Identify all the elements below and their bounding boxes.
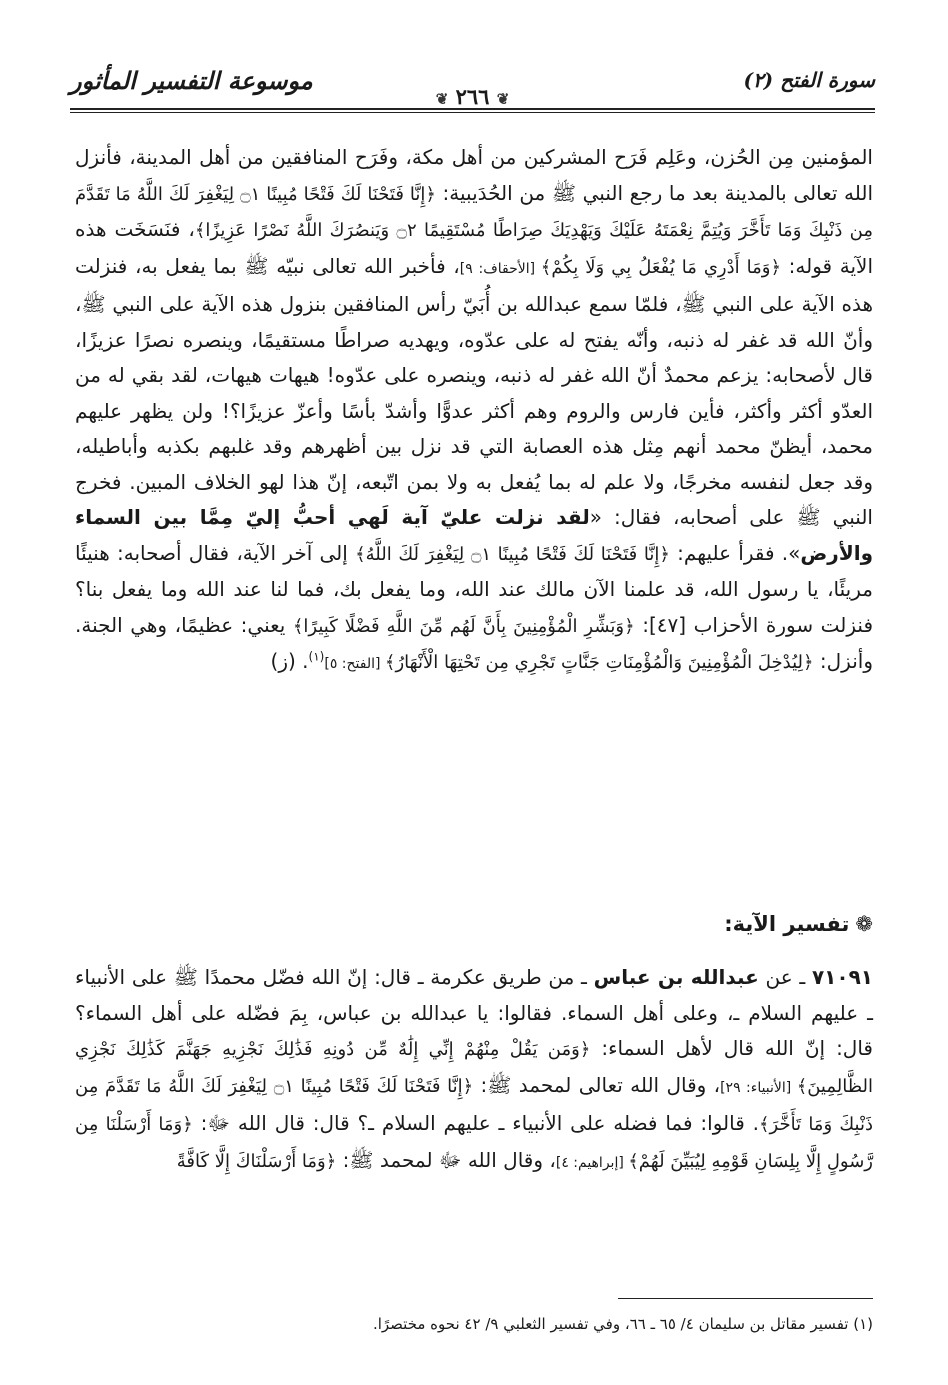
narration-text-block bbox=[75, 960, 873, 1181]
ornament-right-icon: ❦ bbox=[496, 90, 510, 108]
verse-reference: [الأحقاف: ٩] bbox=[459, 260, 541, 277]
paragraph-2 bbox=[75, 960, 873, 1181]
quran-quote: ﴿وَبَشِّرِ الْمُؤْمِنِينَ بِأَنَّ لَهُم مِّنَ اللَّهِ فَضْلًا كَبِيرًا﴾ bbox=[292, 615, 635, 637]
text-run: ، فأخبر الله تعالى نبيّه ﷺ بما يفعل به، فنزلت هذه الآية على النبي ﷺ، فلمّا سمع عبدالله بن أُبَيّ رأس المنافقين بنزول هذه الآية على النبي ﷺ، وأنّ الله قد غفر له ذنبه، وأنّه يفتح له على عدّوه، ويهديه صراطًا مستقيمًا، وينصره نصرًا عزيزًا، قال لأصحابه: يزعم محمدٌ أنّ الله غفر له ذنبه، وينصره على عدّوه! هيهات هيهات، لقد بقي له من العدّو أكثر وأكثر، فأين فارس والروم وهم أكثر عدوًّا وأشدّ بأسًا وأعزّ عزيزًا؟! ولن يظهر عليهم محمد، أيظنّ محمد أنهم مِثل هذه العصابة التي قد نزل بين أظهرهم وقد غلبهم بكذبه وأباطيله، وقد جعل لنفسه مخرجًا، ولا علم له بما يُفعل به ولا بمن اتّبعه، إنّ هذا لهو الخلاف المبين. فخرج النبي ﷺ على أصحابه، فقال: « bbox=[75, 253, 873, 529]
verse-reference: [الأنبياء: ٢٩] bbox=[720, 1079, 797, 1096]
quran-quote: ﴿وَمَا أَرْسَلْنَاكَ إِلَّا كَافَّةً bbox=[176, 1150, 337, 1172]
paragraph-1 bbox=[75, 140, 873, 683]
text-run: يعني: عظيمًا، وهي الجنة. وأنزل: bbox=[75, 612, 873, 673]
quran-quote: ﴿وَمَا أَرْسَلْنَا مِن رَّسُولٍ إِلَّا بِلِسَانِ قَوْمِهِ لِيُبَيِّنَ لَهُمْ﴾ bbox=[75, 1114, 873, 1172]
text-run: ، وقال الله ﷻ لمحمد ﷺ: bbox=[336, 1147, 556, 1172]
section-heading-text: تفسير الآية: bbox=[724, 912, 850, 936]
text-run: ، وقال الله تعالى لمحمد ﷺ: bbox=[473, 1072, 721, 1097]
text-run: ». فقرأ عليهم: bbox=[669, 540, 801, 565]
text-run: ، فنَسَخَت هذه الآية قوله: bbox=[75, 217, 874, 278]
text-run: المؤمنين مِن الحُزن، وعَلِم فَرَح المشركين من أهل مكة، وفَرَح المنافقين من أهل المدينة، فأنزل الله تعالى بالمدينة بعد ما رجع النبي ﷺ من الحُدَيبية: bbox=[75, 145, 874, 205]
hadith-bold-text: لقد نزلت عليّ آية لَهي أحبُّ إليّ مِمَّا بين السماء والأرض bbox=[75, 505, 874, 565]
footnote: (١) تفسير مقاتل بن سليمان ٤/ ٦٥ ـ ٦٦، وفي تفسير الثعلبي ٩/ ٤٢ نحوه مختصرًا. bbox=[372, 1315, 873, 1333]
text-run: ـ من طريق عكرمة ـ قال: إنّ الله فضّل محمدًا ﷺ على الأنبياء ـ عليهم السلام ـ، وعلى أهل السماء. فقالوا: يا عبدالله بن عباس، بِمَ فضّله على أهل السماء؟ قال: إنّ الله قال لأهل السماء: bbox=[75, 965, 873, 1060]
narration-number: ٧١٠٩١ bbox=[811, 965, 874, 989]
quran-quote: ﴿لِيُدْخِلَ الْمُؤْمِنِينَ وَالْمُؤْمِنَاتِ جَنَّاتٍ تَجْرِي مِن تَحْتِهَا الْأَنْهَارُ﴾ bbox=[384, 652, 814, 673]
text-run: إلى آخر الآية، فقال أصحابه: هنيئًا مريئًا، يا رسول الله، قد علمنا الآن مالك عند الله، وما يفعل بك، فما لنا عند الله وما يفعل بنا؟ فنزلت سورة الأحزاب [٤٧]: bbox=[75, 540, 874, 637]
quran-quote: ﴿إِنَّا فَتَحْنَا لَكَ فَتْحًا مُبِينًا ۝١ لِيَغْفِرَ لَكَ اللَّهُ مَا تَقَدَّمَ مِن ذَنْبِكَ وَمَا تَأَخَّرَ وَيُتِمَّ نِعْمَتَهُ عَلَيْكَ وَيَهْدِيَكَ صِرَاطًا مُسْتَقِيمًا ۝٢ وَيَنصُرَكَ اللَّهُ نَصْرًا عَزِيزًا﴾ bbox=[75, 183, 873, 241]
book-title: موسوعة التفسير المأثور bbox=[70, 66, 313, 95]
page-number: ٢٦٦ bbox=[455, 84, 490, 109]
quran-quote: ﴿وَمَن يَقُلْ مِنْهُمْ إِنِّي إِلَٰهٌ مِّن دُونِهِ فَذَٰلِكَ نَجْزِيهِ جَهَنَّمَ كَذَٰلِكَ نَجْزِي الظَّالِمِينَ﴾ bbox=[75, 1039, 873, 1097]
header-rule-thick bbox=[70, 108, 875, 110]
footnote-marker[interactable]: (١) bbox=[308, 649, 325, 664]
verse-reference: [إبراهيم: ٤] bbox=[555, 1154, 629, 1171]
text-run: . (ز) bbox=[270, 649, 309, 673]
header-rule-thin bbox=[70, 112, 875, 113]
footnote-rule bbox=[618, 1298, 873, 1299]
section-heading bbox=[75, 912, 873, 936]
flower-icon: ❁ bbox=[855, 912, 873, 936]
surah-title: سورة الفتح (٢) bbox=[743, 68, 875, 92]
verse-reference: [الفتح: ٥] bbox=[324, 656, 385, 672]
text-run: . قالوا: فما فضله على الأنبياء ـ عليهم السلام ـ؟ قال: قال الله ﷻ: bbox=[192, 1111, 759, 1135]
quran-quote: ﴿وَمَا أَدْرِي مَا يُفْعَلُ بِي وَلَا بِكُمْ﴾ bbox=[540, 256, 782, 278]
page-header bbox=[70, 66, 875, 118]
main-text-block bbox=[75, 140, 873, 683]
quran-quote: ﴿إِنَّا فَتَحْنَا لَكَ فَتْحًا مُبِينًا ۝١ لِيَغْفِرَ لَكَ اللَّهُ﴾ bbox=[355, 543, 670, 565]
text-run: ـ عن bbox=[758, 965, 812, 989]
quran-quote: ﴿إِنَّا فَتَحْنَا لَكَ فَتْحًا مُبِينًا ۝١ لِيَغْفِرَ لَكَ اللَّهُ مَا تَقَدَّمَ مِن ذَنْبِكَ وَمَا تَأَخَّرَ﴾ bbox=[75, 1075, 873, 1135]
narrator-name: عبدالله بن عباس bbox=[593, 965, 759, 989]
ornament-left-icon: ❦ bbox=[435, 90, 449, 108]
